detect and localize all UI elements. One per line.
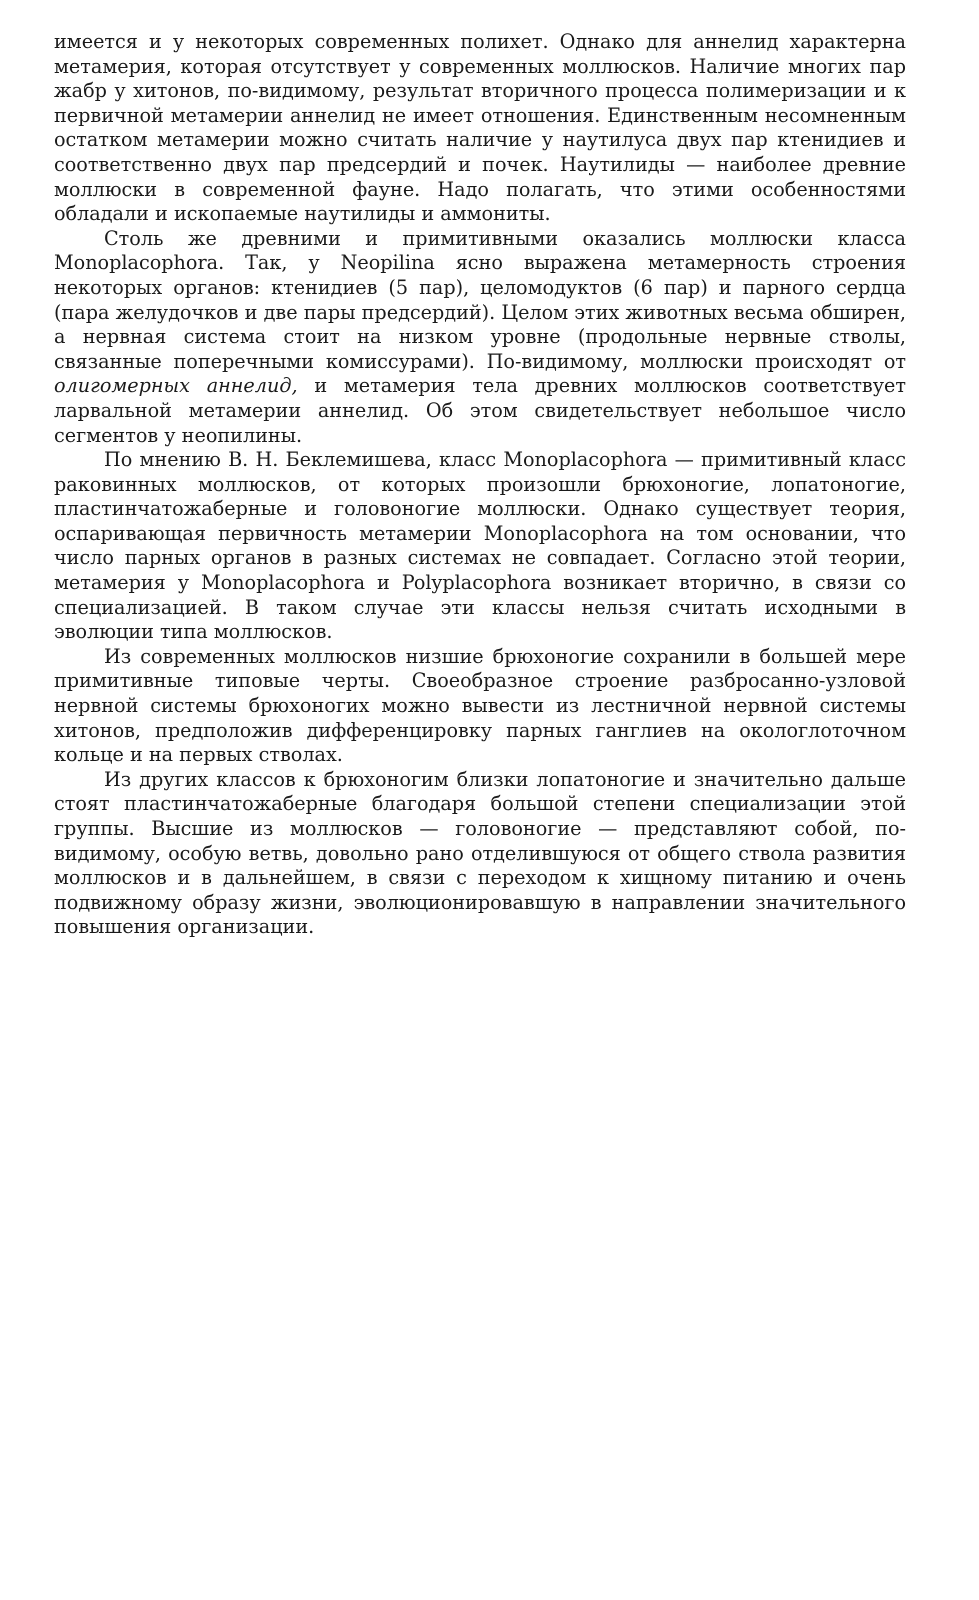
paragraph-text: Из других классов к брюхоногим близки лопатоногие и значительно дальше стоят пластинчатожаберные благодаря большой степени специализации этой группы. Высшие из моллюсков — головоногие — представляют собой, по-видимому, особую ветвь, довольно рано отделившуюся от общего ствола развития моллюсков и в дальнейшем, в связи с переходом к хищному питанию и очень подвижному образу жизни, эволюционировавшую в направлении значительного повышения организации. <box>54 767 906 939</box>
paragraph-5 <box>54 768 906 940</box>
paragraph-text: Из современных моллюсков низшие брюхоногие сохранили в большей мере примитивные типовые черты. Своеобразное строение разбросанно-узловой нервной системы брюхоногих можно вывести из лестничной нервной системы хитонов, предположив дифференцировку парных ганглиев на окологлоточном кольце и на первых стволах. <box>54 644 906 767</box>
paragraph-4 <box>54 645 906 768</box>
paragraph-text: и метамерия тела древних моллюсков соответствует ларвальной метамерии аннелид. Об этом свидетельствует небольшое число сегментов у неопилины. <box>54 374 906 447</box>
book-page <box>54 30 906 940</box>
italic-term: олигомерных аннелид, <box>54 374 298 398</box>
paragraph-text: По мнению В. Н. Беклемишева, класс Monoplacophora — примитивный класс раковинных моллюсков, от которых произошли брюхоногие, лопатоногие, пластинчатожаберные и головоногие моллюски. Однако существует теория, оспаривающая первичность метамерии Monoplacophora на том основании, что число парных органов в разных системах не совпадает. Согласно этой теории, метамерия у Monoplacophora и Polyplacophora возникает вторично, в связи со специализацией. В таком случае эти классы нельзя считать исходными в эволюции типа моллюсков. <box>54 448 906 644</box>
paragraph-text: Столь же древними и примитивными оказались моллюски класса Monoplacophora. Так, у Neopilina ясно выражена метамерность строения некоторых органов: ктенидиев (5 пар), целомодуктов (6 пар) и парного сердца (пара желудочков и две пары предсердий). Целом этих животных весьма обширен, а нервная система стоит на низком уровне (продольные нервные стволы, связанные поперечными комиссурами). По-видимому, моллюски происходят от <box>54 226 906 373</box>
paragraph-1 <box>54 30 906 227</box>
paragraph-3 <box>54 448 906 645</box>
paragraph-2 <box>54 227 906 448</box>
paragraph-text: имеется и у некоторых современных полихет. Однако для аннелид характерна метамерия, которая отсутствует у современных моллюсков. Наличие многих пар жабр у хитонов, по-видимому, результат вторичного процесса полимеризации и к первичной метамерии аннелид не имеет отношения. Единственным несомненным остатком метамерии можно считать наличие у наутилуса двух пар ктенидиев и соответственно двух пар предсердий и почек. Наутилиды — наиболее древние моллюски в современной фауне. Надо полагать, что этими особенностями обладали и ископаемые наутилиды и аммониты. <box>54 30 906 226</box>
